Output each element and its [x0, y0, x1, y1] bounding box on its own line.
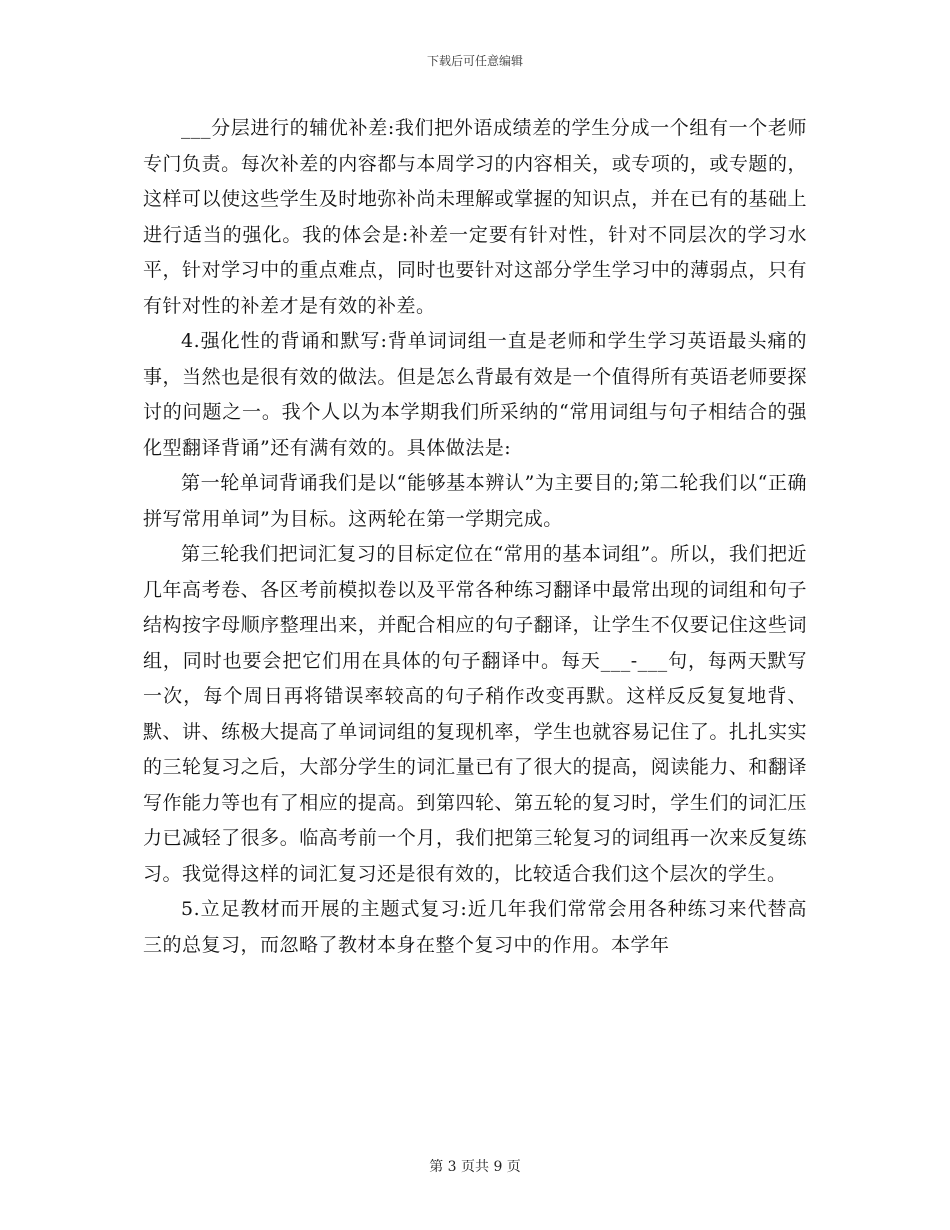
page-number: 第 3 页共 9 页 — [429, 1159, 521, 1175]
page-header: 下载后可任意编辑 — [426, 54, 523, 68]
paragraph-theme-review: 5.立足教材而开展的主题式复习:近几年我们常常会用各种练习来代替高三的总复习，而忽略了教材本身在整个复习中的作用。本学年 — [143, 898, 807, 956]
paragraph-remedial-tutoring: ___分层进行的辅优补差:我们把外语成绩差的学生分成一个组有一个老师专门负责。每次补差的内容都与本周学习的内容相关，或专项的，或专题的，这样可以使这些学生及时地弥补尚未理解或掌握的知识点，并在已有的基础上进行适当的强化。我的体会是:补差一定要有针对性，针对不同层次的学习水平，针对学习中的重点难点，同时也要针对这部分学生学习中的薄弱点，只有有针对性的补差才是有效的补差。 — [143, 117, 807, 317]
paragraph-first-second-round: 第一轮单词背诵我们是以“能够基本辨认”为主要目的;第二轮我们以“正确拼写常用单词”为目标。这两轮在第一学期完成。 — [143, 472, 807, 530]
paragraph-recitation-dictation: 4.强化性的背诵和默写:背单词词组一直是老师和学生学习英语最头痛的事，当然也是很有效的做法。但是怎么背最有效是一个值得所有英语老师要探讨的问题之一。我个人以为本学期我们所采纳的“常用词组与句子相结合的强化型翻译背诵”还有满有效的。具体做法是: — [143, 330, 807, 459]
paragraph-third-round: 第三轮我们把词汇复习的目标定位在“常用的基本词组”。所以，我们把近几年高考卷、各区考前模拟卷以及平常各种练习翻译中最常出现的词组和句子结构按字母顺序整理出来，并配合相应的句子翻译，让学生不仅要记住这些词组，同时也要会把它们用在具体的句子翻译中。每天___-___句，每两天默写一次，每个周日再将错误率较高的句子稍作改变再默。这样反反复复地背、默、讲、练极大提高了单词词组的复现机率，学生也就容易记住了。扎扎实实的三轮复习之后，大部分学生的词汇量已有了很大的提高，阅读能力、和翻译写作能力等也有了相应的提高。到第四轮、第五轮的复习时，学生们的词汇压力已减轻了很多。临高考前一个月，我们把第三轮复习的词组再一次来反复练习。我觉得这样的词汇复习还是很有效的，比较适合我们这个层次的学生。 — [143, 543, 807, 885]
document-body — [143, 111, 807, 963]
